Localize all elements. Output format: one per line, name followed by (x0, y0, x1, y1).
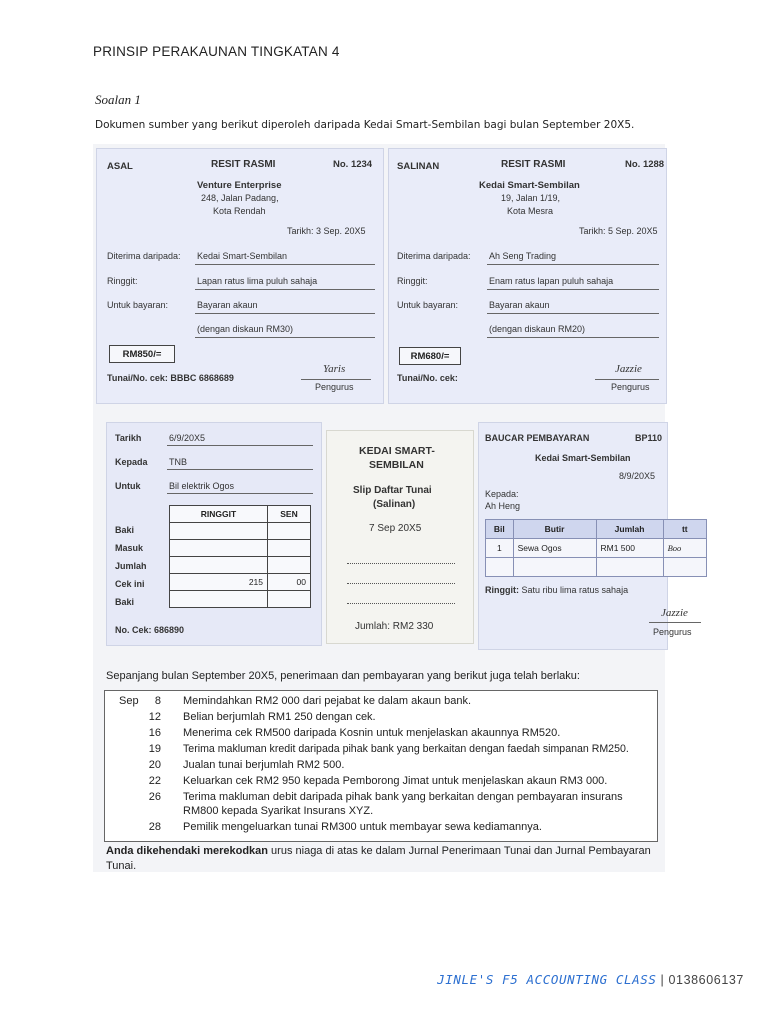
col-bil: Bil (486, 520, 514, 539)
signature-line (649, 622, 701, 623)
footer-brand: JINLE'S F5 ACCOUNTING CLASS (437, 972, 657, 987)
signature: Yaris (323, 363, 346, 375)
transactions-intro: Sepanjang bulan September 20X5, penerimaan dan pembayaran yang berikut juga telah berlaku: (106, 670, 580, 682)
signer-title: Pengurus (611, 382, 650, 392)
instruction-rest: urus niaga di atas ke dalam Jurnal Penerimaan Tunai dan Jurnal Pembayaran (268, 845, 651, 857)
transaction-text: Menerima cek RM500 daripada Kosnin untuk menjelaskan akaunnya RM520. (183, 727, 561, 739)
receipt-title: RESIT RASMI (211, 159, 276, 170)
payee-label: Kepada: (485, 489, 519, 499)
footer-separator: | (656, 973, 669, 987)
row-label: Masuk (115, 543, 144, 553)
signature: Jazzie (615, 363, 642, 375)
footer (437, 972, 744, 987)
receipt-number: No. 1234 (333, 159, 373, 170)
transactions-box (104, 690, 658, 842)
question-number: Soalan 1 (95, 92, 141, 107)
slip-subtitle: (Salinan) (373, 499, 416, 510)
underline (487, 313, 659, 314)
payment-for-value: Bayaran akaun (197, 300, 258, 310)
date-value: 6/9/20X5 (169, 433, 206, 443)
instruction-line-2: Tunai. (106, 860, 137, 872)
ringgit-value: Satu ribu lima ratus sahaja (521, 585, 629, 595)
voucher-ringgit (485, 585, 628, 595)
payment-for-value: Bayaran akaun (489, 300, 550, 310)
received-from-value: Ah Seng Trading (489, 251, 557, 261)
signer-title: Pengurus (653, 627, 692, 637)
dotted-line (347, 583, 455, 584)
day: 22 (148, 775, 161, 787)
cell-jumlah: RM1 500 (596, 539, 663, 558)
amount-grid (169, 505, 311, 608)
voucher-number: BP110 (635, 433, 663, 443)
payee-label: Kepada (115, 457, 148, 467)
col-jumlah: Jumlah (596, 520, 663, 539)
receipt-date: Tarikh: 3 Sep. 20X5 (287, 226, 366, 236)
receipt-date: Tarikh: 5 Sep. 20X5 (579, 226, 658, 236)
cash-register-slip (326, 430, 474, 644)
cell-bil: 1 (486, 539, 514, 558)
slip-store-1: KEDAI SMART- (359, 445, 435, 457)
receipt-number: No. 1288 (625, 159, 665, 170)
cheque-ringgit: 215 (170, 574, 268, 591)
underline (487, 264, 659, 265)
transaction-text-cont: RM800 kepada Syarikat Insurans XYZ. (183, 805, 374, 817)
row-label: Baki (115, 525, 135, 535)
amount-box: RM850/= (109, 345, 175, 363)
underline (195, 289, 375, 290)
day: 19 (148, 743, 161, 755)
voucher-table (485, 519, 707, 577)
underline (167, 445, 313, 446)
instruction-bold: Anda dikehendaki merekodkan (106, 845, 268, 857)
transaction-text: Terima makluman debit daripada pihak bank yang berkaitan dengan pembayaran insurans (183, 791, 623, 803)
receipt-title: RESIT RASMI (501, 159, 566, 170)
cheque-counterfoil (106, 422, 322, 646)
ringgit-label: Ringgit: (107, 276, 138, 286)
underline (487, 289, 659, 290)
slip-store-2: SEMBILAN (369, 459, 424, 471)
slip-title: Slip Daftar Tunai (353, 485, 432, 496)
issuer-address-2: Kota Mesra (507, 206, 554, 216)
voucher-company: Kedai Smart-Sembilan (535, 453, 631, 463)
signature: Jazzie (661, 607, 688, 619)
signature-line (301, 379, 371, 380)
row-label: Baki (115, 597, 135, 607)
cheque-number: Tunai/No. cek: (397, 373, 458, 383)
issuer-address-1: 248, Jalan Padang, (201, 193, 279, 203)
col-ringgit: RINGGIT (170, 506, 268, 523)
date-label: Tarikh (115, 433, 142, 443)
dotted-line (347, 603, 455, 604)
day: 28 (148, 821, 161, 833)
col-sen: SEN (268, 506, 311, 523)
signer-title: Pengurus (315, 382, 354, 392)
received-from-value: Kedai Smart-Sembilan (197, 251, 288, 261)
day: 8 (154, 695, 161, 707)
underline (195, 264, 375, 265)
discount-note: (dengan diskaun RM30) (197, 324, 294, 334)
ringgit-label: Ringgit: (397, 276, 428, 286)
amount-box: RM680/= (399, 347, 461, 365)
payee-value: Ah Heng (485, 501, 521, 511)
purpose-label: Untuk (115, 481, 141, 491)
issuer-address-2: Kota Rendah (213, 206, 266, 216)
ringgit-value: Enam ratus lapan puluh sahaja (489, 276, 614, 286)
underline (167, 469, 313, 470)
row-label: Jumlah (115, 561, 147, 571)
receipt-tag: ASAL (107, 161, 133, 172)
payment-for-label: Untuk bayaran: (397, 300, 459, 310)
issuer-name: Venture Enterprise (197, 180, 282, 191)
slip-date: 7 Sep 20X5 (369, 523, 422, 534)
page-title: PRINSIP PERAKAUNAN TINGKATAN 4 (93, 44, 340, 59)
payment-voucher (478, 422, 692, 650)
payee-value: TNB (169, 457, 187, 467)
ringgit-label: Ringgit: (485, 585, 519, 595)
underline (195, 313, 375, 314)
transaction-text: Belian berjumlah RM1 250 dengan cek. (183, 711, 376, 723)
received-from-label: Diterima daripada: (397, 251, 471, 261)
received-from-label: Diterima daripada: (107, 251, 181, 261)
cell-butir: Sewa Ogos (513, 539, 596, 558)
day: 20 (148, 759, 161, 771)
payment-for-label: Untuk bayaran: (107, 300, 169, 310)
col-tt: tt (663, 520, 706, 539)
footer-phone: 0138606137 (668, 973, 744, 987)
receipt-copy (388, 148, 667, 404)
transaction-text: Jualan tunai berjumlah RM2 500. (183, 759, 345, 771)
issuer-address-1: 19, Jalan 1/19, (501, 193, 561, 203)
underline (487, 337, 659, 338)
transaction-text: Pemilik mengeluarkan tunai RM300 untuk membayar sewa kediamannya. (183, 821, 542, 833)
day: 12 (148, 711, 161, 723)
day: 16 (148, 727, 161, 739)
ringgit-value: Lapan ratus lima puluh sahaja (197, 276, 318, 286)
transaction-text: Keluarkan cek RM2 950 kepada Pemborong Jimat untuk menjelaskan akaun RM3 000. (183, 775, 608, 787)
cheque-sen: 00 (268, 574, 311, 591)
receipt-original (96, 148, 384, 404)
cheque-number: Tunai/No. cek: BBBC 6868689 (107, 373, 234, 383)
purpose-value: Bil elektrik Ogos (169, 481, 235, 491)
day: 26 (148, 791, 161, 803)
transaction-text: Memindahkan RM2 000 dari pejabat ke dalam akaun bank. (183, 695, 472, 707)
dotted-line (347, 563, 455, 564)
voucher-title: BAUCAR PEMBAYARAN (485, 433, 590, 443)
discount-note: (dengan diskaun RM20) (489, 324, 586, 334)
underline (167, 493, 313, 494)
instruction (106, 845, 651, 857)
transaction-text: Terima makluman kredit daripada pihak bank yang berkaitan dengan faedah simpanan RM250. (183, 743, 629, 755)
issuer-name: Kedai Smart-Sembilan (479, 180, 580, 191)
cell-tt: Boo (663, 539, 706, 558)
receipt-tag: SALINAN (397, 161, 440, 172)
month-label: Sep (119, 695, 139, 707)
underline (195, 337, 375, 338)
slip-total: Jumlah: RM2 330 (355, 621, 434, 632)
cheque-number: No. Cek: 686890 (115, 625, 185, 635)
signature-line (595, 379, 659, 380)
voucher-date: 8/9/20X5 (619, 471, 656, 481)
row-label: Cek ini (115, 579, 145, 589)
col-butir: Butir (513, 520, 596, 539)
question-intro: Dokumen sumber yang berikut diperoleh daripada Kedai Smart-Sembilan bagi bulan September 20X5. (95, 119, 635, 131)
